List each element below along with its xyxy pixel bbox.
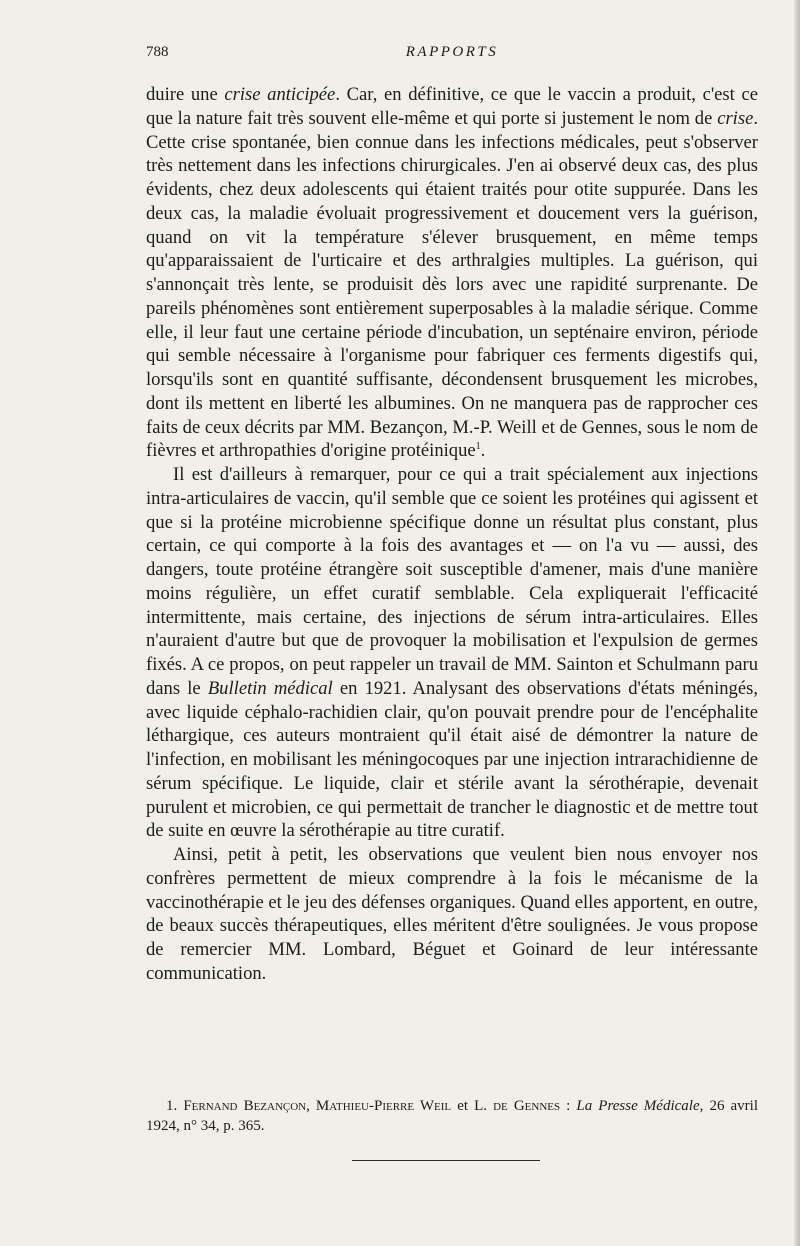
footnote bbox=[146, 1096, 758, 1136]
running-title: RAPPORTS bbox=[405, 44, 499, 60]
text-run: . bbox=[480, 440, 486, 462]
paragraph-2 bbox=[146, 463, 758, 843]
text-run: et L. bbox=[451, 1098, 494, 1114]
journal-title: La Presse Médicale bbox=[576, 1098, 700, 1114]
paragraph-1 bbox=[146, 83, 758, 463]
italic-text: crise anticipée bbox=[224, 84, 336, 105]
text-run: duire une bbox=[146, 84, 225, 105]
text-run: , 26 avril 1924, n° 34, p. 365. bbox=[146, 1098, 758, 1134]
text-run: : bbox=[560, 1098, 577, 1114]
paragraph-3 bbox=[146, 843, 758, 986]
body-text bbox=[146, 83, 758, 986]
running-header bbox=[146, 44, 758, 68]
italic-text: Bulletin médical bbox=[207, 677, 333, 699]
footnote-author: Gennes bbox=[507, 1098, 561, 1114]
page-edge bbox=[794, 0, 800, 1246]
end-rule bbox=[352, 1160, 540, 1161]
page-number: 788 bbox=[146, 44, 169, 60]
text-run: Ainsi, petit à petit, les observations que veulent bien nous envoyer nos confrères permettent de mieux comprendre à la fois le mécanisme de la vaccinothérapie et le jeu des défenses organiques. Quand elles apportent, en outre, de beaux succès thérapeutiques, elles méritent d'être soulignées. Je vous propose de remercier MM. Lombard, Béguet et Goinard de leur intéressante communication. bbox=[146, 844, 758, 984]
text-run: . Cette crise spontanée, bien connue dans les infections médicales, peut s'observer très nettement dans les infections chirurgicales. J'en ai observé deux cas, des plus évidents, chez deux adolescents qui étaient traités pour otite suppurée. Dans les deux cas, la maladie évoluait progressivement et doucement vers la guérison, quand on vit la température s'élever brusquement, en même temps qu'apparaissaient de l'urticaire et des arthralgies multiples. La guérison, qui s'annonçait très lente, se produisit dès lors avec une rapidité surprenante. De pareils phénomènes sont entièrement superposables à la maladie sérique. Comme elle, il leur faut une certaine période d'incubation, un septénaire environ, période qui semble nécessaire à l'organisme pour fabriquer ces ferments digestifs qui, lorsqu'ils sont en quantité suffisante, décondensent brusquement les microbes, dont ils mettent en liberté les albumines. On ne manquera pas de rapprocher ces faits de ceux décrits par MM. Bezançon, M.-P. Weill et de Gennes, sous le nom de fièvres et arthropathies d'origine protéinique bbox=[146, 107, 758, 462]
footnote-number: 1. bbox=[166, 1098, 178, 1114]
text-run: en 1921. Analysant des observations d'états méningés, avec liquide céphalo-rachidien clair, qu'on pouvait prendre pour de l'encéphalite léthargique, ces auteurs montraient qu'il était aisé de démontrer la nature de l'infection, en mobilisant les méningocoques par une injection intrarachidienne de sérum spécifique. Le liquide, clair et stérile avant la sérothérapie, devenait purulent et microbien, ce qui permettait de trancher le diagnostic et de mettre tout de suite en œuvre la sérothérapie au titre curatif. bbox=[146, 677, 758, 842]
text-run: de bbox=[493, 1098, 508, 1114]
footnote-authors: Fernand Bezançon, Mathieu-Pierre Weil bbox=[183, 1098, 452, 1114]
text-run: . Car, en définitive, ce que le vaccin a produit, c'est ce que la nature fait très souvent elle-même et qui porte si justement le nom de bbox=[146, 84, 758, 129]
text-run: Il est d'ailleurs à remarquer, pour ce qui a trait spécialement aux injections intra-articulaires de vaccin, qu'il semble que ce soient les protéines qui agissent et que si la protéine microbienne spécifique donne un résultat plus constant, plus certain, ce qui comporte à la fois des avantages et — on l'a vu — aussi, des dangers, toute protéine étrangère soit susceptible d'amener, mais d'une manière moins régulière, un effet curatif semblable. Cela expliquerait l'efficacité intermittente, mais certaine, des injections de sérum intra-articulaires. Elles n'auraient d'autre but que de provoquer la mobilisation et l'expulsion de germes fixés. A ce propos, on peut rappeler un travail de MM. Sainton et Schulmann paru dans le bbox=[146, 464, 758, 699]
italic-text: crise bbox=[717, 107, 754, 129]
footnote-ref: 1 bbox=[475, 441, 481, 453]
